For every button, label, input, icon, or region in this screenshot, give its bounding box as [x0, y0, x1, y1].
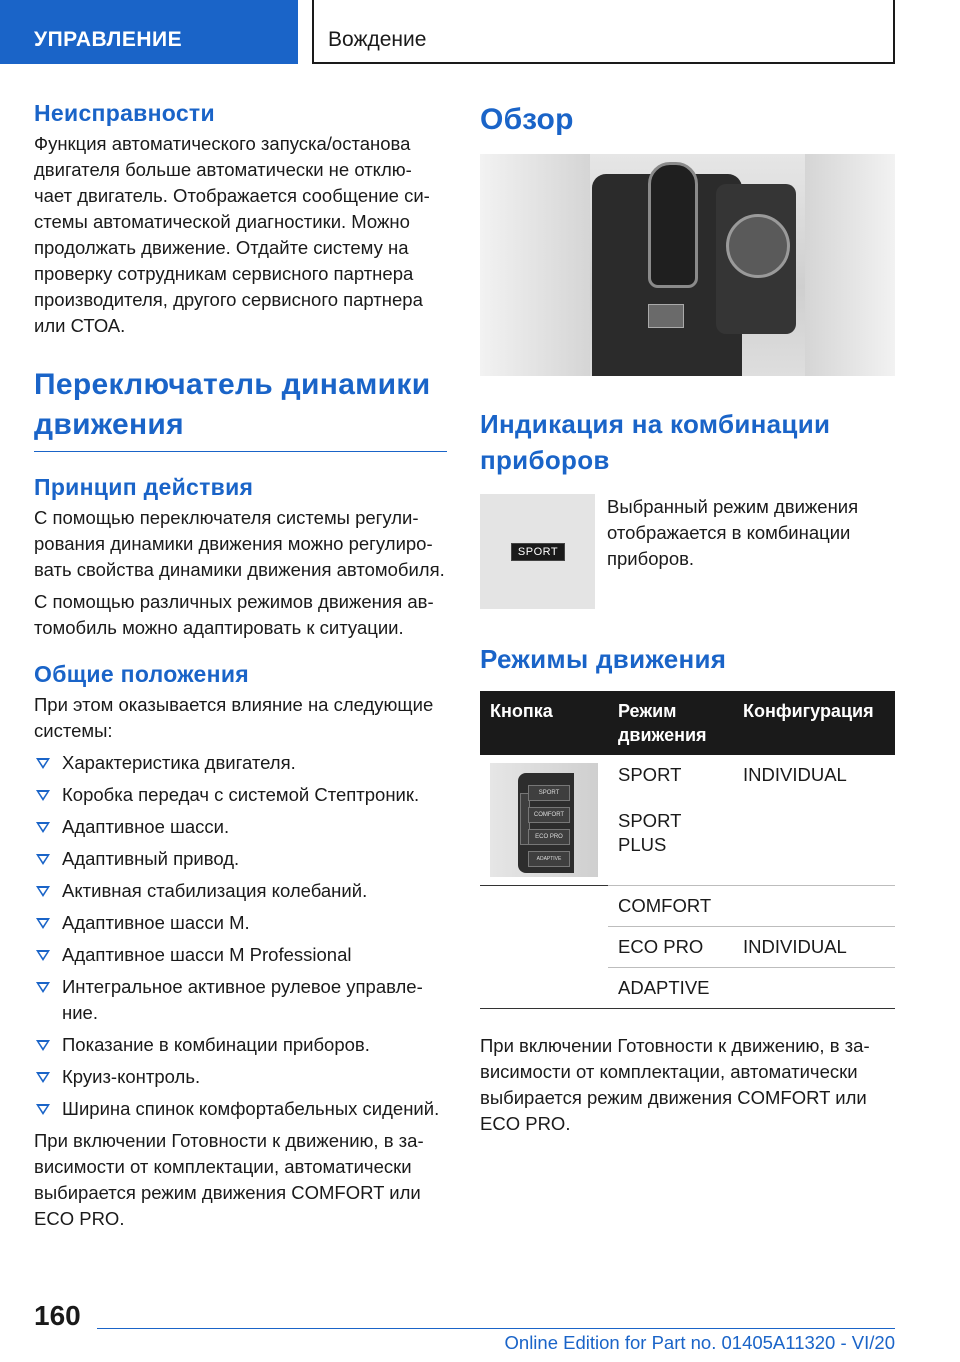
triangle-bullet-icon: [36, 854, 50, 865]
list-item: Адаптивное шасси.: [34, 814, 447, 840]
table-header-row: [480, 691, 895, 755]
left-column: [34, 100, 447, 1238]
malfunction-text: Функция автоматического запуска/останова двигателя больше автоматически не отклю-чает двигатель. Отображается сообщение си-стемы автоматической диагностики. Можно продолжать движение. Отдайте систему на проверку сотрудникам сервисного партнера производителя, другого сервисного партнера или СТОА.: [34, 133, 430, 336]
overview-heading: Обзор: [480, 103, 574, 136]
config-cell: INDIVIDUAL: [743, 764, 847, 785]
triangle-bullet-icon: [36, 1104, 50, 1115]
adaptive-label-icon: ADAPTIVE: [528, 851, 570, 867]
principle-paragraph-1: С помощью переключателя системы регули-рования динамики движения можно регулиро-вать свойства динамики движения автомобиля.: [34, 507, 445, 580]
mode-cell: ADAPTIVE: [608, 968, 733, 1009]
instrument-cluster-image: [480, 494, 595, 609]
indication-block: [480, 494, 895, 609]
config-cell: [733, 886, 895, 927]
mode-cell: SPORT PLUS: [608, 809, 733, 885]
triangle-bullet-icon: [36, 822, 50, 833]
edition-footer: Online Edition for Part no. 01405A11320 - VI/20: [504, 1332, 895, 1353]
general-outro: При включении Готовности к движению, в за-висимости от комплектации, автоматически выбирается режим движения COMFORT или ECO PRO.: [34, 1130, 424, 1229]
malfunction-heading: Неисправности: [34, 100, 215, 126]
section-header: УПРАВЛЕНИЕ: [0, 0, 298, 64]
table-row: [480, 968, 895, 1009]
affected-systems-list: [34, 750, 447, 1122]
page-number: 160: [34, 1300, 81, 1331]
column-header: Режим движения: [608, 691, 733, 755]
list-item: Активная стабилизация колебаний.: [34, 878, 447, 904]
eco-pro-button-icon: ECO PRO: [528, 829, 570, 845]
triangle-bullet-icon: [36, 790, 50, 801]
mode-cell: ECO PRO: [608, 927, 733, 968]
list-item: Характеристика двигателя.: [34, 750, 447, 776]
mode-cell: COMFORT: [608, 886, 733, 927]
indication-text: Выбранный режим движения отображается в комбинации приборов.: [607, 496, 859, 569]
right-column: [480, 100, 895, 1143]
table-row: [480, 886, 895, 927]
list-item: Коробка передач с системой Стептроник.: [34, 782, 447, 808]
main-title: Переключатель динамики движения: [34, 368, 431, 441]
sport-button-icon: SPORT: [528, 785, 570, 801]
list-item: Адаптивное шасси M Professional: [34, 942, 447, 968]
list-item: Адаптивное шасси M.: [34, 910, 447, 936]
config-cell: INDIVIDUAL: [733, 927, 895, 968]
config-cell: [733, 968, 895, 1009]
list-item: Интегральное активное рулевое управле-ние.: [34, 974, 447, 1026]
footer-rule: [97, 1328, 895, 1329]
controller-knob: [726, 214, 790, 278]
general-heading: Общие положения: [34, 661, 249, 687]
sport-mode-badge: SPORT: [511, 543, 565, 561]
column-header: Конфигурация: [733, 691, 895, 755]
button-image-cell: [480, 755, 608, 886]
indication-heading: Индикация на комбинации приборов: [480, 409, 831, 475]
center-console-photo: [480, 154, 895, 376]
general-intro: При этом оказывается влияние на следующие системы:: [34, 694, 434, 741]
triangle-bullet-icon: [36, 758, 50, 769]
title-rule: [34, 451, 447, 452]
driving-mode-buttons-image: [490, 763, 598, 877]
parking-brake-icon: [648, 304, 684, 328]
column-header: Кнопка: [480, 691, 608, 755]
gear-selector-lever: [648, 162, 698, 288]
list-item: Ширина спинок комфортабельных сидений.: [34, 1096, 447, 1122]
modes-heading: Режимы движения: [480, 644, 727, 674]
table-row: [480, 927, 895, 968]
triangle-bullet-icon: [36, 950, 50, 961]
config-cell: [733, 809, 895, 885]
list-item: Показание в комбинации приборов.: [34, 1032, 447, 1058]
modes-outro: При включении Готовности к движению, в за-висимости от комплектации, автоматически выбирается режим движения COMFORT или ECO PRO.: [480, 1035, 870, 1134]
driving-modes-table: [480, 691, 895, 1009]
list-item: Круиз-контроль.: [34, 1064, 447, 1090]
triangle-bullet-icon: [36, 886, 50, 897]
mode-cell: SPORT: [618, 764, 682, 785]
comfort-button-icon: COMFORT: [528, 807, 570, 823]
triangle-bullet-icon: [36, 982, 50, 993]
triangle-bullet-icon: [36, 1040, 50, 1051]
list-item: Адаптивный привод.: [34, 846, 447, 872]
table-row: [480, 755, 895, 809]
triangle-bullet-icon: [36, 1072, 50, 1083]
principle-heading: Принцип действия: [34, 474, 254, 500]
triangle-bullet-icon: [36, 918, 50, 929]
principle-paragraph-2: С помощью различных режимов движения ав-томобиль можно адаптировать к ситуации.: [34, 591, 434, 638]
chapter-header: Вождение: [312, 0, 895, 64]
